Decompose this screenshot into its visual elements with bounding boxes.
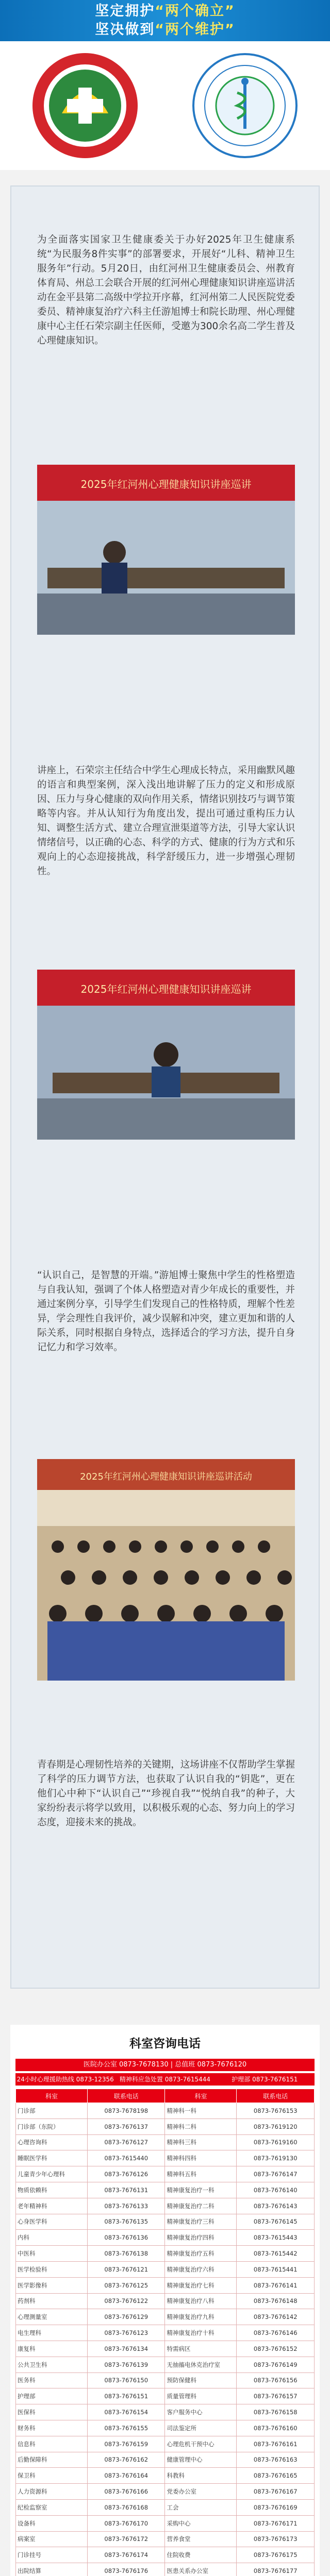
phone-cell[interactable]: 0873-7676176 [87, 2563, 165, 2576]
article-paragraph-1: 为全面落实国家卫生健康委关于办好2025年卫生健康系统“为民服务8件实事”的部署要求，开展好“儿科、精神卫生服务年”行动。5月20日，由红河州卫生健康委员会、州教育体育局、州总工会联合开展的红河州心理健康知识讲座巡讲活动在金平县第二高级中学拉开序幕，红河州第二人民医院党委委员、精神康复治疗六科主任游旭博士和院长助理、州心理健康中心主任石荣宗副主任医师，受邀为300余名高二学生普及心理健康知识。 [37, 234, 295, 346]
table-row [16, 2436, 315, 2452]
department-cell: 医学检验科 [16, 2261, 88, 2277]
department-cell: 药剂科 [16, 2293, 88, 2309]
department-cell: 精神康复治疗九科 [165, 2309, 237, 2325]
department-cell: 精神科二科 [165, 2119, 237, 2134]
phone-table-header-row [16, 2089, 315, 2103]
phone-cell[interactable]: 0873-7676163 [237, 2452, 315, 2468]
department-cell: 科教科 [165, 2468, 237, 2484]
table-row [16, 2166, 315, 2182]
department-cell: 精神康复治疗七科 [165, 2277, 237, 2293]
phone-cell[interactable]: 0873-7676154 [87, 2404, 165, 2420]
department-cell: 精神康复治疗八科 [165, 2293, 237, 2309]
phone-cell[interactable]: 0873-7676165 [237, 2468, 315, 2484]
header-cell: 科室 [16, 2089, 88, 2103]
audience-photo [37, 1459, 295, 1681]
phone-cell[interactable]: 0873-7676169 [237, 2499, 315, 2515]
department-cell: 电生理科 [16, 2325, 88, 2341]
department-cell: 预防保健科 [165, 2372, 237, 2388]
phone-cell[interactable]: 0873-7676160 [237, 2420, 315, 2436]
phone-cell[interactable]: 0873-7676173 [237, 2531, 315, 2547]
phone-cell[interactable]: 0873-7676131 [87, 2182, 165, 2198]
mid-row-item: 护理部 0873-7676151 [232, 2076, 298, 2083]
article-paragraph-4: 青春期是心理韧性培养的关键期，这场讲座不仅帮助学生掌握了科学的压力调节方法，也获取了认识自我的“钥匙”，更在他们心中种下“认识自己”“珍视自我”“悦纳自我”的种子，大家纷纷表示将学以致用，以积极乐观的心态、努力向上的学习态度，迎接未来的挑战。 [37, 1759, 295, 1828]
department-cell: 睡眠医学科 [16, 2150, 88, 2166]
phone-cell[interactable]: 0873-7676136 [87, 2230, 165, 2246]
photo2-banner-text: 2025年红河州心理健康知识讲座巡讲 [80, 983, 252, 995]
department-cell: 无抽搐电休克治疗室 [165, 2357, 237, 2372]
hospital-logo [31, 52, 139, 160]
department-cell: 物质依赖科 [16, 2182, 88, 2198]
department-cell: 设备科 [16, 2515, 88, 2531]
banner-line-1-pre: 坚定拥护 [95, 3, 155, 19]
department-cell: 精神康复治疗一科 [165, 2182, 237, 2198]
department-cell: 人力资源科 [16, 2484, 88, 2500]
phone-cell[interactable]: 0873-7676172 [87, 2531, 165, 2547]
table-row [16, 2531, 315, 2547]
phone-cell[interactable]: 0873-7619160 [237, 2134, 315, 2150]
phone-cell[interactable]: 0873-7676127 [87, 2134, 165, 2150]
department-cell: 老年精神科 [16, 2198, 88, 2214]
phone-cell[interactable]: 0873-7676121 [87, 2261, 165, 2277]
phone-cell[interactable]: 0873-7676157 [237, 2388, 315, 2404]
table-row [16, 2261, 315, 2277]
department-cell: 医患关系办公室 [165, 2563, 237, 2576]
banner-line-2-pre: 坚决做到 [95, 22, 155, 38]
phone-cell[interactable]: 0873-7676159 [87, 2436, 165, 2452]
phone-cell[interactable]: 0873-7676158 [237, 2404, 315, 2420]
table-row [16, 2484, 315, 2500]
department-cell: 医学影像科 [16, 2277, 88, 2293]
phone-cell[interactable]: 0873-7676147 [237, 2166, 315, 2182]
phone-cell[interactable]: 0873-7619130 [237, 2150, 315, 2166]
phone-cell[interactable]: 0873-7676177 [237, 2563, 315, 2576]
mid-row-item: 24小时心理援助热线 0873-12356 [16, 2076, 114, 2083]
department-cell: 客户服务中心 [165, 2404, 237, 2420]
banner-line-2-quote: “两个维护” [155, 22, 235, 38]
department-cell: 党委办公室 [165, 2484, 237, 2500]
phone-cell[interactable]: 0873-7676150 [87, 2372, 165, 2388]
department-cell: 出院结算 [16, 2563, 88, 2576]
table-row [16, 2388, 315, 2404]
phone-cell[interactable]: 0873-7676155 [87, 2420, 165, 2436]
table-row [16, 2372, 315, 2388]
table-row [16, 2499, 315, 2515]
department-cell: 心理咨询科 [16, 2134, 88, 2150]
phone-cell[interactable]: 0873-7676171 [237, 2515, 315, 2531]
table-row [16, 2404, 315, 2420]
header-cell: 科室 [165, 2089, 237, 2103]
phone-cell[interactable]: 0873-7676141 [237, 2277, 315, 2293]
table-row [16, 2341, 315, 2357]
department-cell: 财务科 [16, 2420, 88, 2436]
phone-cell[interactable]: 0873-7676126 [87, 2166, 165, 2182]
lecture-photo-2 [37, 970, 295, 1140]
phone-cell[interactable]: 0873-7676123 [87, 2325, 165, 2341]
department-cell: 精神康复治疗五科 [165, 2246, 237, 2262]
phone-cell[interactable]: 0873-7676156 [237, 2372, 315, 2388]
banner-line-2 [95, 21, 235, 39]
phone-table [15, 2089, 315, 2576]
department-cell: 医务科 [16, 2372, 88, 2388]
phone-cell[interactable]: 0873-7676149 [237, 2357, 315, 2372]
phone-cell[interactable]: 0873-7615442 [237, 2246, 315, 2262]
department-cell: 精神康复治疗二科 [165, 2198, 237, 2214]
department-cell: 信息科 [16, 2436, 88, 2452]
article-paragraph-3: “认识自己，是智慧的开端。”游旭博士聚焦中学生的性格塑造与自我认知，强调了个体人格塑造对青少年成长的重要性，并通过案例分享，引导学生们发现自己的性格特质，理解个性差异，学会理性自我评价，减少误解和冲突，建立更加和谐的人际关系，同时根据自身特点，选择适合的学习方法，提升自身记忆力和学习效率。 [37, 1270, 295, 1353]
table-row [16, 2420, 315, 2436]
table-row [16, 2468, 315, 2484]
mental-health-center-logo [191, 52, 299, 160]
phone-cell[interactable]: 0873-7676164 [87, 2468, 165, 2484]
phone-cell[interactable]: 0873-7676140 [237, 2182, 315, 2198]
phone-cell[interactable]: 0873-7676133 [87, 2198, 165, 2214]
phone-cell[interactable]: 0873-7676168 [87, 2499, 165, 2515]
mid-row-item: 精神科应急处置 0873-7615444 [119, 2076, 211, 2083]
department-cell: 健康管理中心 [165, 2452, 237, 2468]
department-cell: 质量管理科 [165, 2388, 237, 2404]
table-row [16, 2515, 315, 2531]
department-cell: 心身医学科 [16, 2214, 88, 2230]
department-cell: 工会 [165, 2499, 237, 2515]
lecture-photo-1 [37, 465, 295, 635]
department-cell: 病案室 [16, 2531, 88, 2547]
phone-cell[interactable]: 0873-7676129 [87, 2309, 165, 2325]
phone-cell[interactable]: 0873-7676134 [87, 2341, 165, 2357]
department-cell: 精神科三科 [165, 2134, 237, 2150]
photo3-banner-text: 2025年红河州心理健康知识讲座巡讲活动 [80, 1471, 252, 1482]
phone-cell[interactable]: 0873-7676148 [237, 2293, 315, 2309]
phone-cell[interactable]: 0873-7615443 [237, 2230, 315, 2246]
table-row [16, 2277, 315, 2293]
table-row [16, 2198, 315, 2214]
phone-table-top-row: 医院办公室 0873-7678130 | 总值班 0873-7676120 [15, 2059, 315, 2071]
department-cell: 精神康复治疗十科 [165, 2325, 237, 2341]
phone-table-mid-row [15, 2073, 315, 2086]
phone-cell[interactable]: 0873-7676161 [237, 2436, 315, 2452]
table-row [16, 2325, 315, 2341]
department-cell: 精神康复治疗三科 [165, 2214, 237, 2230]
department-cell: 内科 [16, 2230, 88, 2246]
department-cell: 门诊部 [16, 2103, 88, 2119]
phone-cell[interactable]: 0873-7676139 [87, 2357, 165, 2372]
phone-cell[interactable]: 0873-7676125 [87, 2277, 165, 2293]
phone-cell[interactable]: 0873-7676143 [237, 2198, 315, 2214]
table-row [16, 2547, 315, 2563]
department-cell: 采购中心 [165, 2515, 237, 2531]
department-cell: 营养食堂 [165, 2531, 237, 2547]
header-cell: 联系电话 [87, 2089, 165, 2103]
table-row [16, 2452, 315, 2468]
phone-cell[interactable]: 0873-7676152 [237, 2341, 315, 2357]
department-cell: 护理部 [16, 2388, 88, 2404]
department-cell: 公共卫生科 [16, 2357, 88, 2372]
phone-cell[interactable]: 0873-7676137 [87, 2119, 165, 2134]
table-row [16, 2357, 315, 2372]
department-cell: 门诊挂号 [16, 2547, 88, 2563]
department-cell: 门诊部（东院） [16, 2119, 88, 2134]
phone-cell[interactable]: 0873-7676138 [87, 2246, 165, 2262]
photo1-banner-text: 2025年红河州心理健康知识讲座巡讲 [80, 478, 252, 490]
phone-cell[interactable]: 0873-7676135 [87, 2214, 165, 2230]
phone-cell[interactable]: 0873-7678198 [87, 2103, 165, 2119]
table-row [16, 2563, 315, 2576]
phone-cell[interactable]: 0873-7676142 [237, 2309, 315, 2325]
article-paragraph-2: 讲座上，石荣宗主任结合中学生心理成长特点，采用幽默风趣的语言和典型案例，深入浅出地讲解了压力的定义和形成原因、压力与身心健康的双向作用关系，情绪识别技巧与调节策略等内容。并从认知行为角度出发，提出可通过重构压力认知、调整生活方式、建立合理宣泄渠道等方法，引导大家认识情绪信号，以正确的心态、科学的方式、健康的行为方式和乐观向上的心态迎接挑战，科学舒缓压力，进一步增强心理韧性。 [37, 765, 295, 877]
phone-cell[interactable]: 0873-7676153 [237, 2103, 315, 2119]
phone-cell[interactable]: 0873-7676175 [237, 2547, 315, 2563]
phone-cell[interactable]: 0873-7676174 [87, 2547, 165, 2563]
news-article [10, 185, 320, 1989]
department-cell: 保卫科 [16, 2468, 88, 2484]
phone-cell[interactable]: 0873-7676167 [237, 2484, 315, 2500]
header-banner [0, 0, 330, 41]
phone-cell[interactable]: 0873-7676170 [87, 2515, 165, 2531]
table-row [16, 2119, 315, 2134]
department-cell: 精神康复治疗四科 [165, 2230, 237, 2246]
department-cell: 心理测量室 [16, 2309, 88, 2325]
department-cell: 心理危机干预中心 [165, 2436, 237, 2452]
table-row [16, 2230, 315, 2246]
department-cell: 精神科四科 [165, 2150, 237, 2166]
phone-cell[interactable]: 0873-7676166 [87, 2484, 165, 2500]
phone-cell[interactable]: 0873-7676151 [87, 2388, 165, 2404]
department-cell: 特需病区 [165, 2341, 237, 2357]
table-row [16, 2134, 315, 2150]
table-row [16, 2293, 315, 2309]
department-cell: 住院收费 [165, 2547, 237, 2563]
phone-cell[interactable]: 0873-7676162 [87, 2452, 165, 2468]
phone-cell[interactable]: 0873-7676122 [87, 2293, 165, 2309]
phone-cell[interactable]: 0873-7615440 [87, 2150, 165, 2166]
table-row [16, 2214, 315, 2230]
department-cell: 儿童青少年心理科 [16, 2166, 88, 2182]
logo-band [0, 41, 330, 170]
phone-table-title: 科室咨询电话 [129, 2037, 201, 2050]
table-row [16, 2182, 315, 2198]
department-cell: 医保科 [16, 2404, 88, 2420]
department-cell: 司法鉴定所 [165, 2420, 237, 2436]
phone-cell[interactable]: 0873-7676146 [237, 2325, 315, 2341]
department-cell: 精神康复治疗六科 [165, 2261, 237, 2277]
table-row [16, 2103, 315, 2119]
header-cell: 联系电话 [237, 2089, 315, 2103]
phone-cell[interactable]: 0873-7676145 [237, 2214, 315, 2230]
phone-cell[interactable]: 0873-7619120 [237, 2119, 315, 2134]
banner-line-1 [95, 2, 235, 21]
table-row [16, 2246, 315, 2262]
department-cell: 中医科 [16, 2246, 88, 2262]
department-cell: 纪检监察室 [16, 2499, 88, 2515]
table-row [16, 2150, 315, 2166]
department-cell: 康复科 [16, 2341, 88, 2357]
department-cell: 精神科五科 [165, 2166, 237, 2182]
department-cell: 后勤保障科 [16, 2452, 88, 2468]
table-row [16, 2309, 315, 2325]
phone-table-body [16, 2103, 315, 2576]
department-phone-table [10, 2025, 320, 2576]
banner-line-1-quote: “两个确立” [155, 3, 235, 19]
department-cell: 精神科一科 [165, 2103, 237, 2119]
phone-cell[interactable]: 0873-7615441 [237, 2261, 315, 2277]
